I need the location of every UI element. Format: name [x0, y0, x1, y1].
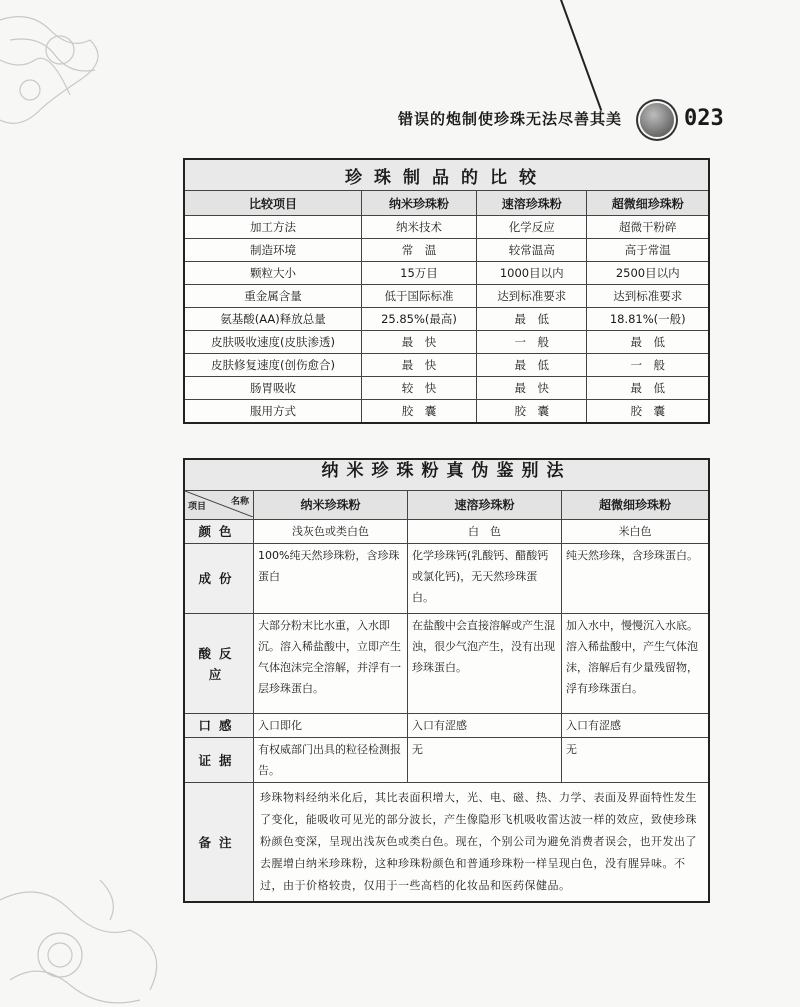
row-label: 重金属含量	[184, 285, 362, 308]
table-row	[184, 377, 709, 400]
chapter-title: 错误的炮制使珍珠无法尽善其美	[398, 110, 623, 128]
authenticity-table-title: 纳米珍珠粉真伪鉴别法	[184, 459, 709, 491]
table-cell: 白 色	[408, 520, 562, 544]
row-label: 肠胃吸收	[184, 377, 362, 400]
table-row	[184, 216, 709, 239]
table-cell: 高于常温	[587, 239, 709, 262]
row-label: 制造环境	[184, 239, 362, 262]
row-label: 加工方法	[184, 216, 362, 239]
table-cell: 大部分粉末比水重，入水即沉。溶入稀盐酸中，立即产生气体泡沫完全溶解，并浮有一层珍珠蛋白。	[254, 614, 408, 714]
table-cell: 化学反应	[477, 216, 587, 239]
corner-label-name: 名称	[230, 497, 249, 507]
table-cell: 最 低	[477, 354, 587, 377]
table-row	[184, 262, 709, 285]
table-cell: 最 低	[477, 308, 587, 331]
decorative-diagonal-line	[560, 0, 602, 111]
table-row	[184, 520, 709, 544]
corner-label-item: 项目	[188, 502, 207, 512]
table-row	[184, 783, 709, 903]
row-label: 氨基酸(AA)释放总量	[184, 308, 362, 331]
table-cell: 最 快	[362, 331, 477, 354]
column-header: 纳米珍珠粉	[362, 191, 477, 216]
note-text: 珍珠物料经纳米化后，其比表面积增大，光、电、磁、热、力学、表面及界面特性发生了变化，能吸收可见光的部分波长，产生像隐形飞机吸收雷达波一样的效应，致使珍珠粉颜色变深，呈现出浅灰色或类白色。现在，个别公司为避免消费者误会，也开发出了去腥增白纳米珍珠粉，这种珍珠粉颜色和普通珍珠粉一样呈现白色，没有腥异味。不过，由于价格较贵，仅用于一些高档的化妆品和医药保健品。	[254, 783, 710, 903]
column-header: 纳米珍珠粉	[254, 491, 408, 520]
table-cell: 最 快	[362, 354, 477, 377]
table-row	[184, 738, 709, 783]
table-cell: 无	[408, 738, 562, 783]
table-cell: 1000目以内	[477, 262, 587, 285]
table-cell: 15万目	[362, 262, 477, 285]
row-label: 服用方式	[184, 400, 362, 424]
table-cell: 25.85%(最高)	[362, 308, 477, 331]
row-label: 口感	[184, 714, 254, 738]
table-cell: 超微干粉碎	[587, 216, 709, 239]
table-cell: 入口有涩感	[408, 714, 562, 738]
table-row	[184, 331, 709, 354]
authenticity-table	[183, 458, 710, 903]
table-row	[184, 354, 709, 377]
row-label: 颗粒大小	[184, 262, 362, 285]
table-row	[184, 285, 709, 308]
table-cell: 100%纯天然珍珠粉，含珍珠蛋白	[254, 544, 408, 614]
cloud-ornament-bottom-left	[0, 860, 190, 1007]
table-cell: 有权威部门出具的粒径检测报告。	[254, 738, 408, 783]
table-cell: 2500目以内	[587, 262, 709, 285]
table-row	[184, 308, 709, 331]
comparison-table	[183, 158, 710, 424]
corner-header-cell	[184, 491, 254, 520]
table-cell: 一 般	[477, 331, 587, 354]
table-cell: 纳米技术	[362, 216, 477, 239]
dragon-ornament-top-left	[0, 0, 120, 140]
table-row	[184, 239, 709, 262]
row-label: 皮肤修复速度(创伤愈合)	[184, 354, 362, 377]
page-number: 023	[684, 106, 724, 131]
column-header: 速溶珍珠粉	[477, 191, 587, 216]
column-header: 超微细珍珠粉	[587, 191, 709, 216]
table-cell: 较 快	[362, 377, 477, 400]
table-cell: 常 温	[362, 239, 477, 262]
table-cell: 胶 囊	[587, 400, 709, 424]
table-cell: 入口有涩感	[562, 714, 710, 738]
table-cell: 胶 囊	[362, 400, 477, 424]
column-header: 速溶珍珠粉	[408, 491, 562, 520]
column-header: 超微细珍珠粉	[562, 491, 710, 520]
table-cell: 在盐酸中会直接溶解或产生混浊，很少气泡产生，没有出现珍珠蛋白。	[408, 614, 562, 714]
table-cell: 达到标准要求	[587, 285, 709, 308]
pearl-icon	[640, 103, 674, 137]
table-row	[184, 544, 709, 614]
row-label: 成份	[184, 544, 254, 614]
table-cell: 一 般	[587, 354, 709, 377]
authenticity-table-header	[184, 491, 709, 520]
table-cell: 达到标准要求	[477, 285, 587, 308]
table-cell: 米白色	[562, 520, 710, 544]
table-cell: 胶 囊	[477, 400, 587, 424]
comparison-table-header	[184, 191, 709, 216]
comparison-table-title: 珍珠制品的比较	[184, 159, 709, 191]
table-cell: 较常温高	[477, 239, 587, 262]
table-cell: 无	[562, 738, 710, 783]
table-cell: 浅灰色或类白色	[254, 520, 408, 544]
table-row	[184, 614, 709, 714]
table-cell: 最 低	[587, 377, 709, 400]
column-header: 比较项目	[184, 191, 362, 216]
row-label: 证据	[184, 738, 254, 783]
table-cell: 低于国际标准	[362, 285, 477, 308]
row-label: 颜色	[184, 520, 254, 544]
table-cell: 最 低	[587, 331, 709, 354]
row-label: 皮肤吸收速度(皮肤渗透)	[184, 331, 362, 354]
table-cell: 18.81%(一般)	[587, 308, 709, 331]
table-cell: 最 快	[477, 377, 587, 400]
table-cell: 纯天然珍珠，含珍珠蛋白。	[562, 544, 710, 614]
table-cell: 化学珍珠钙(乳酸钙、醋酸钙或氯化钙)，无天然珍珠蛋白。	[408, 544, 562, 614]
table-cell: 入口即化	[254, 714, 408, 738]
table-row	[184, 714, 709, 738]
table-row	[184, 400, 709, 424]
table-cell: 加入水中，慢慢沉入水底。溶入稀盐酸中，产生气体泡沫，溶解后有少量残留物，浮有珍珠蛋白。	[562, 614, 710, 714]
note-label: 备注	[184, 783, 254, 903]
row-label: 酸反应	[184, 614, 254, 714]
